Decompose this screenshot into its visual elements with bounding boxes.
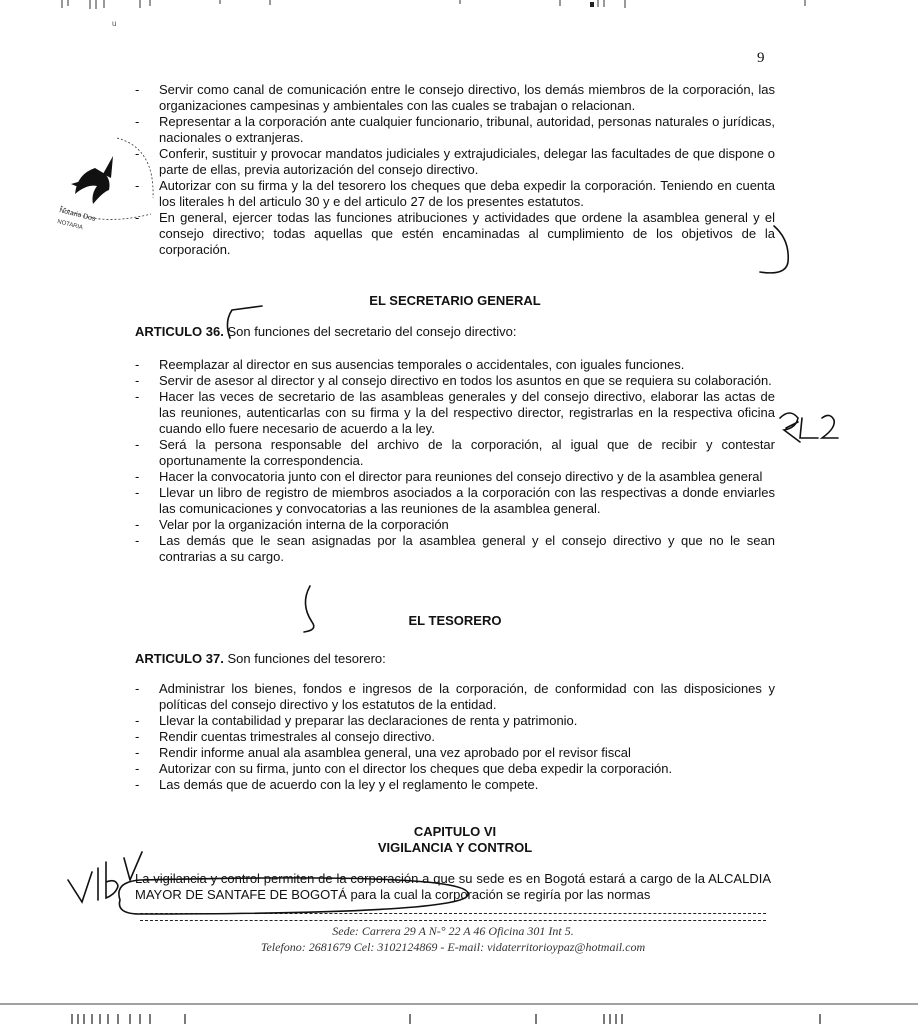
article-text: Son funciones del secretario del consejo directivo:	[227, 324, 517, 339]
list-item: - Será la persona responsable del archivo de la corporación, al igual que de recibir y contestar oportunamente la correspondencia.	[135, 437, 775, 469]
director-duties-list	[135, 82, 775, 258]
list-item: - Administrar los bienes, fondos e ingresos de la corporación, de conformidad con las disposiciones y políticas del consejo directivo y los estatutos de la entidad.	[135, 681, 775, 713]
chapter-paragraph: La vigilancia y control permiten de la corporación a que su sede es en Bogotá estará a cargo de la ALCALDIA MAYOR DE SANTAFE DE BOGOTÁ para la cual la corporación se regiría por las normas	[135, 871, 771, 902]
chapter-number: CAPITULO VI	[413, 824, 497, 839]
list-item: - Las demás que de acuerdo con la ley y el reglamento le compete.	[135, 777, 775, 793]
list-item: - Autorizar con su firma y la del tesorero los cheques que deba expedir la corporación. Teniendo en cuenta los literales h del articulo 30 y e del articulo 27 de los presentes estatutos.	[135, 178, 775, 210]
svg-text:NOTARIA: NOTARIA	[56, 219, 84, 232]
list-item: - Autorizar con su firma, junto con el director los cheques que deba expedir la corporación.	[135, 761, 775, 777]
treasurer-duties-list	[135, 681, 775, 793]
scan-edge-top	[0, 0, 918, 28]
list-item: - Servir de asesor al director y al consejo directivo en todos los asuntos en que se requiera su colaboración.	[135, 373, 775, 389]
footer-contact: Telefono: 2681679 Cel: 3102124869 - E-mail: vidaterritorioypaz@hotmail.com	[260, 940, 646, 954]
svg-text:u: u	[112, 19, 117, 28]
list-item: - Servir como canal de comunicación entre le consejo directivo, los demás miembros de la corporación, las organizaciones campesinas y ambientales con las cuales se trabajan o relacionan.	[135, 82, 775, 114]
list-item: - Las demás que le sean asignadas por la asamblea general y el consejo directivo y que no le sean contrarias a su cargo.	[135, 533, 775, 565]
section-heading-secretary: EL SECRETARIO GENERAL	[369, 293, 541, 308]
list-item: - Hacer las veces de secretario de las asambleas generales y del consejo directivo, elaborar las actas de las reuniones, autenticarlas con su firma y la del respectivo director, registrarlas en la respectiva oficina cuando ello fuere necesario de acuerdo a la ley.	[135, 389, 775, 437]
list-item: - En general, ejercer todas las funciones atribuciones y actividades que ordene la asamblea general y el consejo directivo; todas aquellas que estén encaminadas al cumplimiento de los objetivos de la corporación.	[135, 210, 775, 258]
list-item: - Hacer la convocatoria junto con el director para reuniones del consejo directivo y de la asamblea general	[135, 469, 775, 485]
list-item: - Velar por la organización interna de la corporación	[135, 517, 775, 533]
scan-edge-bottom	[0, 1000, 918, 1024]
secretary-duties-list	[135, 357, 775, 565]
list-item: - Llevar la contabilidad y preparar las declaraciones de renta y patrimonio.	[135, 713, 775, 729]
list-item: - Rendir informe anual ala asamblea general, una vez aprobado por el revisor fiscal	[135, 745, 775, 761]
page-number: 9	[757, 50, 765, 66]
section-heading-treasurer: EL TESORERO	[408, 613, 502, 628]
article-label: ARTICULO 37.	[135, 651, 224, 666]
list-item: - Reemplazar al director en sus ausencias temporales o accidentales, con iguales funciones.	[135, 357, 775, 373]
chapter-title: VIGILANCIA Y CONTROL	[377, 840, 533, 855]
article-label: ARTICULO 36.	[135, 324, 224, 339]
article-text: Son funciones del tesorero:	[227, 651, 386, 666]
list-item: - Conferir, sustituir y provocar mandatos judiciales y extrajudiciales, delegar las facultades de que dispone o parte de ellas, previa autorización del consejo directivo.	[135, 146, 775, 178]
list-item: - Llevar un libro de registro de miembros asociados a la corporación con las respectivas a donde enviarles las comunicaciones y convocatorias a las reuniones de la asamblea general.	[135, 485, 775, 517]
list-item: - Rendir cuentas trimestrales al consejo directivo.	[135, 729, 775, 745]
footer-divider	[140, 913, 766, 921]
article-36	[135, 324, 517, 340]
svg-text:Notario Dos: Notario Dos	[58, 207, 97, 223]
list-item: - Representar a la corporación ante cualquier funcionario, tribunal, autoridad, personas naturales o jurídicas, nacionales o extranjeras.	[135, 114, 775, 146]
footer-address: Sede: Carrera 29 A N-° 22 A 46 Oficina 301 Int 5.	[332, 924, 574, 938]
article-37	[135, 651, 386, 667]
